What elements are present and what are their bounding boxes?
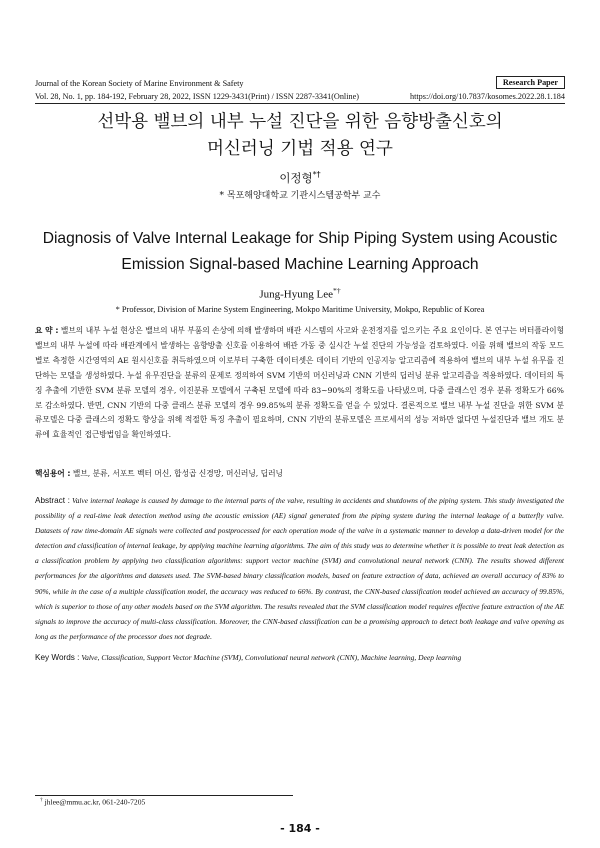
english-author-mark: *† bbox=[332, 286, 341, 295]
english-keywords-text: Valve, Classification, Support Vector Machine (SVM), Convolutional neural network (CNN), Machine learning, Deep learning bbox=[81, 653, 462, 662]
english-keywords bbox=[35, 653, 564, 662]
korean-keywords bbox=[35, 468, 564, 479]
page-number: - 184 - bbox=[280, 822, 320, 835]
korean-keywords-label: 핵심용어 : bbox=[35, 469, 71, 478]
korean-keywords-text: 밸브, 분류, 서포트 벡터 머신, 합성곱 신경망, 머신러닝, 딥러닝 bbox=[72, 469, 283, 478]
korean-title-line-2: 머신러닝 기법 적용 연구 bbox=[207, 139, 393, 159]
korean-author-mark: *† bbox=[312, 170, 321, 180]
english-abstract bbox=[35, 493, 564, 644]
english-title-line-1: Diagnosis of Valve Internal Leakage for Ship Piping System using Acoustic bbox=[42, 230, 558, 247]
korean-author-name: 이정형 bbox=[279, 171, 313, 185]
footnote-mark: † bbox=[40, 797, 43, 803]
english-abstract-label: Abstract : bbox=[35, 496, 70, 505]
english-author bbox=[0, 286, 600, 301]
korean-abstract-text: 밸브의 내부 누설 현상은 밸브의 내부 부품의 손상에 의해 발생하며 배관 시스템의 사고와 운전정지를 일으키는 주요 요인이다. 본 연구는 버터플라이형 밸브의 내부 누설에 따라 배관계에서 발생하는 음향방출 신호를 이용하여 배관 가동 중 실시간 누설 진단의 가능성을 검토하였다. 이를 위해 밸브의 작동 모드별로 측정한 시간영역의 AE 원시신호를 취득하였으며 이로부터 구축한 데이터셋은 데이터 기반의 인공지능 알고리즘에 적용하여 밸브의 내부 누설 유무를 진단하는 모델을 생성하였다. 누설 유무진단을 분류의 문제로 정의하여 SVM 기반의 머신러닝과 CNN 기반의 딥러닝 분류 알고리즘을 적용하였다. 데이터의 특징 추출에 기반한 SVM 분류 모델의 경우, 이진분류 모델에서 구축된 모델에 따라 83~90%의 정확도를 나타냈으며, 다중 클래스인 경우 분류 정확도가 66%로 감소하였다. 반면, CNN 기반의 다중 클래스 분류 모델의 경우 99.85%의 분류 정확도를 얻을 수 있었다. 결론적으로 밸브 내부 누설 진단을 위한 SVM 분류모델은 다중 클래스의 정확도 향상을 위해 적절한 특징 추출이 필요하며, CNN 기반의 분류모델은 프로세서의 성능 저하만 없다면 누설진단과 밸브 개도 분류에 효율적인 접근방법임을 확인하였다. bbox=[35, 326, 564, 440]
journal-name: Journal of the Korean Society of Marine Environment & Safety bbox=[35, 79, 244, 88]
footnote-rule bbox=[35, 795, 293, 796]
english-keywords-label: Key Words : bbox=[35, 653, 80, 662]
english-title-line-2: Emission Signal-based Machine Learning Approach bbox=[121, 256, 479, 273]
english-affiliation: * Professor, Division of Marine System Engineering, Mokpo Maritime University, Mokpo, Republic of Korea bbox=[115, 305, 485, 314]
header-rule bbox=[35, 103, 565, 104]
korean-author bbox=[0, 170, 600, 186]
korean-abstract-label: 요 약 : bbox=[35, 326, 59, 335]
korean-affiliation: * 목포해양대학교 기관시스템공학부 교수 bbox=[219, 191, 381, 201]
footnote-contact: jhlee@mmu.ac.kr, 061-240-7205 bbox=[44, 797, 146, 807]
korean-title-line-1: 선박용 밸브의 내부 누설 진단을 위한 음향방출신호의 bbox=[97, 112, 503, 132]
citation-info: Vol. 28, No. 1, pp. 184-192, February 28, 2022, ISSN 1229-3431(Print) / ISSN 2287-3341(Online) bbox=[35, 92, 359, 101]
english-abstract-text: Valve internal leakage is caused by damage to the internal parts of the valve, resulting in accidents and shutdowns of the piping system. This study investigated the possibility of a real-time leak detection method using the acoustic emission (AE) signal generated from the piping system during the internal leakage of a butterfly valve. Datasets of raw time-domain AE signals were collected and postprocessed for each operation mode of the valve in a systematic manner to develop a data-driven model for the detection and classification of internal leakage, by applying machine learning algorithms. The aim of this study was to determine whether it is possible to treat leak detection as a classification problem by applying two classification algorithms: support vector machine (SVM) and convolutional neural network (CNN). The results showed different performances for the algorithms and datasets used. The SVM-based binary classification models, based on feature extraction of data, achieved an overall accuracy of 83% to 90%, while in the case of a multiple classification model, the accuracy was reduced to 66%. By contrast, the CNN-based classification model achieved an accuracy of 99.85%, which is superior to those of any other models based on the SVM algorithm. The results revealed that the SVM classification model requires effective feature extraction of the AE signals to improve the accuracy of multi-class classification. Moreover, the CNN-based classification can be a promising approach to detect both leakage and valve opening as long as the performance of the processor does not degrade. bbox=[35, 496, 565, 641]
doi-link[interactable]: https://doi.org/10.7837/kosomes.2022.28.1.184 bbox=[410, 92, 565, 101]
paper-type-badge: Research Paper bbox=[496, 76, 565, 89]
footnote bbox=[40, 797, 145, 807]
english-author-name: Jung-Hyung Lee bbox=[259, 288, 333, 301]
korean-abstract bbox=[35, 324, 564, 443]
